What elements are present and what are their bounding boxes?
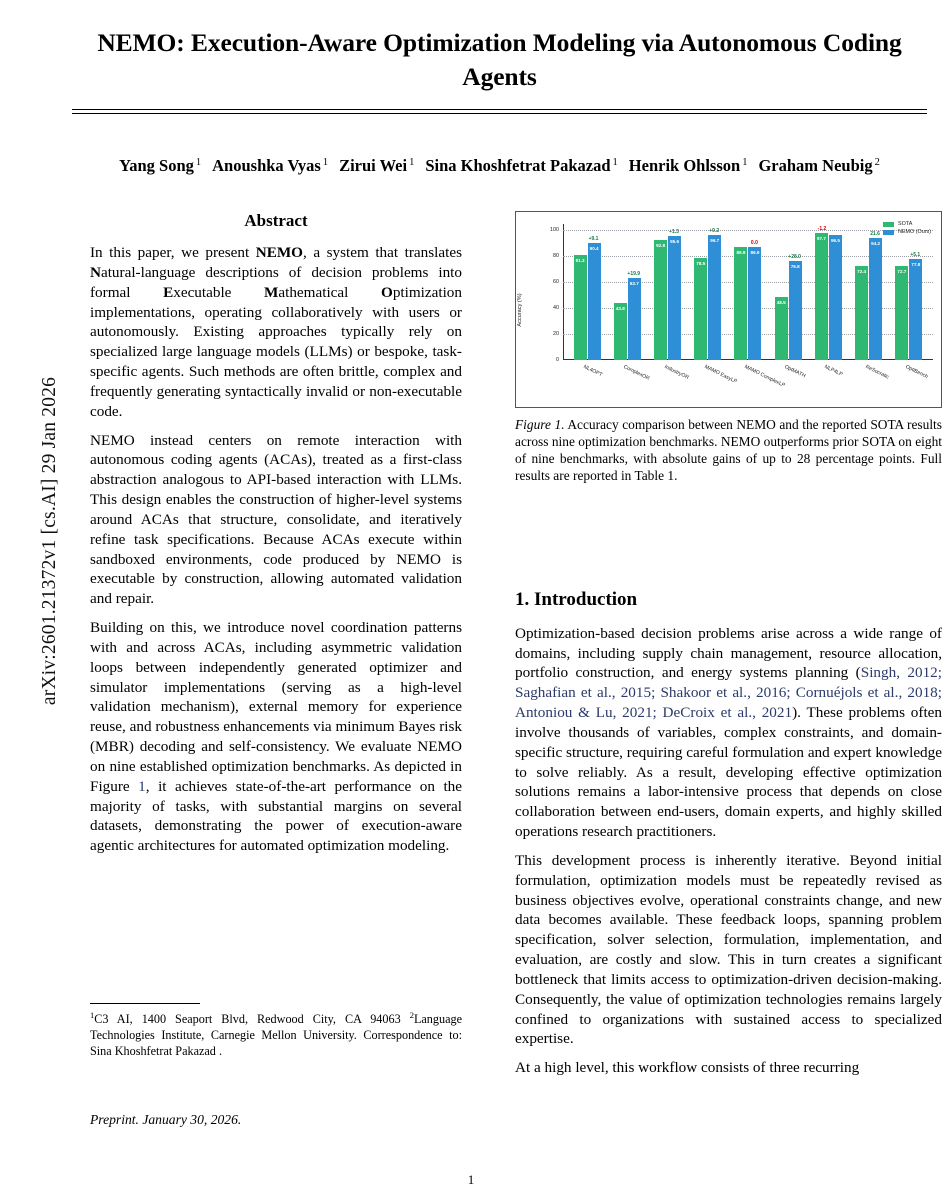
chart-x-tick-label: NL4OPT bbox=[582, 364, 604, 379]
citation-link[interactable]: Singh, 2012; Saghafian et al., 2015; Shakoor et al., 2016; Cornuéjols et al., 2018; Antoniou & Lu, 2021; DeCroix et al., 2021 bbox=[515, 664, 942, 722]
chart-bar-group bbox=[808, 224, 848, 378]
bar-value-label: 94.2 bbox=[871, 241, 881, 246]
author-list bbox=[72, 156, 927, 176]
preprint-notice: Preprint. January 30, 2026. bbox=[90, 1112, 242, 1127]
footnote-rule bbox=[90, 1003, 200, 1004]
chart-x-tick-label: OptiBench bbox=[904, 364, 929, 381]
bar-value-label: 96.5 bbox=[830, 238, 840, 244]
emphasis: E bbox=[163, 283, 174, 301]
bar-nemo bbox=[789, 261, 802, 360]
bar-value-label: 97.7 bbox=[816, 236, 826, 242]
author-affiliation-marker: 2 bbox=[874, 156, 880, 168]
bar-delta-label: +9.2 bbox=[709, 227, 720, 234]
abstract-column bbox=[90, 210, 462, 865]
bar-value-label: 92.8 bbox=[656, 242, 666, 248]
footnote-marker-2: 2 bbox=[409, 1010, 414, 1020]
introduction-column bbox=[515, 588, 942, 1087]
chart-legend-item bbox=[883, 228, 931, 236]
arxiv-stamp: arXiv:2601.21372v1 [cs.AI] 29 Jan 2026 bbox=[39, 376, 60, 706]
footnote-marker-1: 1 bbox=[90, 1010, 95, 1020]
chart-bar-groups bbox=[563, 224, 933, 389]
author-affiliation-marker: 1 bbox=[742, 156, 748, 168]
title-rule-top bbox=[72, 109, 927, 110]
bar-delta-label: +28.0 bbox=[788, 253, 801, 260]
chart-bar-group bbox=[768, 224, 808, 380]
bar-value-label: 78.5 bbox=[696, 261, 706, 267]
chart-x-tick-label: ReSocratic bbox=[864, 364, 890, 381]
chart-y-tick-label: 60 bbox=[553, 279, 559, 286]
bar-value-label: 48.5 bbox=[776, 300, 786, 306]
bar-nemo bbox=[708, 235, 721, 360]
introduction-paragraph: Optimization-based decision problems arise across a wide range of domains, including supply chain management, resource allocation, portfolio construction, and energy systems planning (Singh, 2012; Saghafian et al., 2015; Shakoor et al., 2016; Cornuéjols et al., 2018; Antoniou & Lu, 2021; DeCroix et al., 2021). These problems often involve thousands of variables, complex constraints, and domain-specific structure, requiring careful formulation and expert knowledge to solve reliably. As a result, developing effective optimization solutions remains a labor-intensive process that depends on close collaboration between end-users, domain experts, and highly skilled operations research practitioners. bbox=[515, 624, 942, 841]
chart-x-tick-label: IndustryOR bbox=[662, 364, 690, 381]
chart-x-tick-label: NLP4LP bbox=[823, 364, 844, 378]
chart-legend-swatch bbox=[883, 230, 894, 235]
bar-sota bbox=[734, 247, 747, 360]
emphasis: NEMO bbox=[255, 244, 303, 262]
bar-sota bbox=[614, 303, 627, 360]
chart-legend-label: SOTA bbox=[898, 221, 913, 227]
bar-nemo bbox=[748, 247, 761, 360]
chart-y-axis-label: Accuracy (%) bbox=[517, 292, 523, 327]
author-name: Sina Khoshfetrat Pakazad bbox=[425, 156, 611, 175]
author-name: Yang Song bbox=[119, 156, 194, 175]
page-title: NEMO: Execution-Aware Optimization Modeling via Autonomous Coding Agents bbox=[97, 28, 902, 91]
bar-value-label: 72.7 bbox=[897, 268, 907, 274]
author-affiliation-marker: 1 bbox=[322, 156, 329, 168]
chart-x-tick-label: MAMO ComplexLP bbox=[743, 364, 786, 389]
bar-nemo bbox=[588, 243, 601, 360]
figure-caption-text: Accuracy comparison between NEMO and the reported SOTA results across nine optimization benchmarks. NEMO outperforms prior SOTA on eight of nine benchmarks, with absolute gains of up to 28 percentage points. Full results are reported in Table 1. bbox=[515, 417, 942, 484]
chart-bar-group bbox=[607, 224, 651, 382]
author-name: Henrik Ohlsson bbox=[628, 156, 741, 175]
chart-bar-group bbox=[849, 224, 890, 381]
bar-delta-label: 0.0 bbox=[750, 240, 758, 247]
chart-y-tick-label: 100 bbox=[550, 227, 559, 234]
bar-nemo bbox=[869, 238, 882, 360]
bar-sota bbox=[775, 297, 788, 360]
chart-y-tick-label: 20 bbox=[553, 331, 559, 338]
introduction-heading: 1. Introduction bbox=[515, 589, 638, 610]
chart-legend-label: NEMO (Ours) bbox=[898, 229, 931, 236]
abstract-paragraph-2: NEMO instead centers on remote interaction with autonomous coding agents (ACAs), treated as a first-class abstraction analogous to API-based interaction with LLMs. This design enables the construction of higher-level systems around ACAs that structure, consolidate, and iteratively refine task specifications. Because ACAs execute within sandboxed environments, code produced by NEMO is executable by construction, allowing automated validation and repair. bbox=[90, 431, 462, 608]
figure-reference[interactable]: 1 bbox=[138, 777, 146, 795]
chart-legend-item bbox=[883, 220, 931, 228]
chart-bar-group bbox=[889, 224, 929, 381]
introduction-paragraph: At a high level, this workflow consists of three recurring bbox=[515, 1059, 860, 1077]
bar-value-label: 76.8 bbox=[790, 263, 800, 269]
bar-value-label: 72.4 bbox=[857, 269, 867, 275]
author-name: Zirui Wei bbox=[339, 156, 408, 175]
bar-nemo bbox=[829, 235, 842, 360]
emphasis: M bbox=[264, 283, 279, 301]
bar-nemo bbox=[668, 236, 681, 360]
figure-1-caption bbox=[515, 416, 942, 484]
accuracy-comparison-chart bbox=[516, 212, 941, 407]
author-affiliation-marker: 1 bbox=[612, 156, 618, 168]
bar-delta-label: +19.9 bbox=[627, 270, 641, 277]
bar-delta-label: +5.1 bbox=[910, 252, 921, 259]
bar-delta-label: +1.3 bbox=[669, 229, 679, 236]
chart-y-tick-label: 40 bbox=[553, 305, 559, 312]
title-rule-bottom bbox=[72, 113, 927, 114]
chart-bar-group bbox=[647, 224, 690, 381]
chart-y-tick-label: 0 bbox=[556, 357, 559, 363]
bar-sota bbox=[654, 240, 667, 360]
emphasis: N bbox=[90, 264, 101, 281]
author-name: Graham Neubig bbox=[758, 156, 873, 175]
bar-nemo bbox=[628, 278, 641, 361]
chart-x-tick-label: OptMATH bbox=[783, 364, 807, 380]
bar-sota bbox=[895, 266, 908, 360]
abstract-paragraph-3: Building on this, we introduce novel coordination patterns with and across ACAs, including asymmetric validation loops between independently generated optimizer and simulator implementations (serving as a high-level validation mechanism), external memory for experience reuse, and robustness enhancements via minimum Bayes risk (MBR) decoding and self-consistency. We evaluate NEMO on nine established optimization benchmarks. As depicted in Figure 1, it achieves state-of-the-art performance on the majority of tasks, with substantial margins on several datasets, demonstrating the power of execution-aware agentic architectures for automated optimization modeling. bbox=[90, 619, 463, 855]
chart-x-tick-label: MAMO EasyLP bbox=[703, 364, 738, 385]
bar-sota bbox=[694, 258, 707, 360]
bar-nemo bbox=[909, 259, 922, 360]
chart-legend-swatch bbox=[883, 222, 894, 227]
bar-sota bbox=[855, 266, 868, 360]
bar-value-label: 86.9 bbox=[750, 250, 760, 256]
bar-delta-label: +9.1 bbox=[588, 235, 599, 242]
abstract-paragraph-1: In this paper, we present NEMO, a system that translates Natural-language descriptions of decision problems into formal Executable Mathematical Optimization implementations, operating collaboratively with users or autonomously. Existing approaches typically rely on specialized large language models (LLMs) or bespoke, task-specific agents. Such methods are often brittle, complex and frequently generating syntactically invalid or non-executable code. bbox=[90, 244, 462, 420]
bar-value-label: 96.7 bbox=[710, 237, 720, 243]
page-number: 1 bbox=[467, 1172, 475, 1187]
bar-delta-label: 21.6 bbox=[870, 231, 880, 237]
author-affiliation-marker: 1 bbox=[195, 156, 202, 168]
introduction-body bbox=[515, 624, 942, 1078]
bar-delta-label: -1.2 bbox=[817, 226, 827, 233]
bar-sota bbox=[815, 233, 828, 360]
author-affiliation-marker: 1 bbox=[409, 156, 415, 168]
bar-value-label: 95.6 bbox=[670, 239, 680, 245]
footnote: $^1$C3 AI, 1400 Seaport Blvd, Redwood City, CA 94063 $^2$Language Technologies Institute, Carnegie Mellon University. Correspondence to: Sina Khoshfetrat Pakazad . bbox=[90, 1010, 462, 1058]
abstract-heading: Abstract bbox=[244, 211, 308, 230]
chart-x-tick-label: ComplexOR bbox=[622, 364, 651, 382]
bar-sota bbox=[574, 255, 587, 360]
chart-bar-group bbox=[688, 224, 738, 385]
chart-plot-area bbox=[550, 224, 933, 389]
figure-number: Figure 1. bbox=[515, 417, 565, 432]
chart-y-tick-label: 80 bbox=[553, 253, 559, 260]
bar-value-label: 63.7 bbox=[629, 280, 639, 286]
bar-value-label: 77.8 bbox=[911, 262, 921, 268]
introduction-paragraph: This development process is inherently iterative. Beyond initial formulation, optimization models must be repeatedly revised as business objectives evolve, operational constraints change, and new data becomes available. These feedback loops, spanning problem specification, solver selection, formulation, implementation, and evaluation, are costly and slow. This in turn creates a significant bottleneck that limits access to optimization-driven decision-making. Consequently, the value of optimization technologies remains largely confined to organizations with sustained access to specialized expertise. bbox=[515, 851, 942, 1048]
bar-value-label: 43.8 bbox=[615, 306, 625, 312]
emphasis: O bbox=[380, 283, 393, 301]
author-name: Anoushka Vyas bbox=[212, 156, 321, 175]
chart-bar-group bbox=[567, 224, 607, 379]
chart-legend bbox=[883, 220, 931, 236]
figure-1 bbox=[515, 211, 942, 408]
bar-value-label: 90.4 bbox=[589, 245, 599, 251]
bar-value-label: 86.9 bbox=[736, 250, 746, 256]
bar-value-label: 81.3 bbox=[575, 257, 585, 263]
